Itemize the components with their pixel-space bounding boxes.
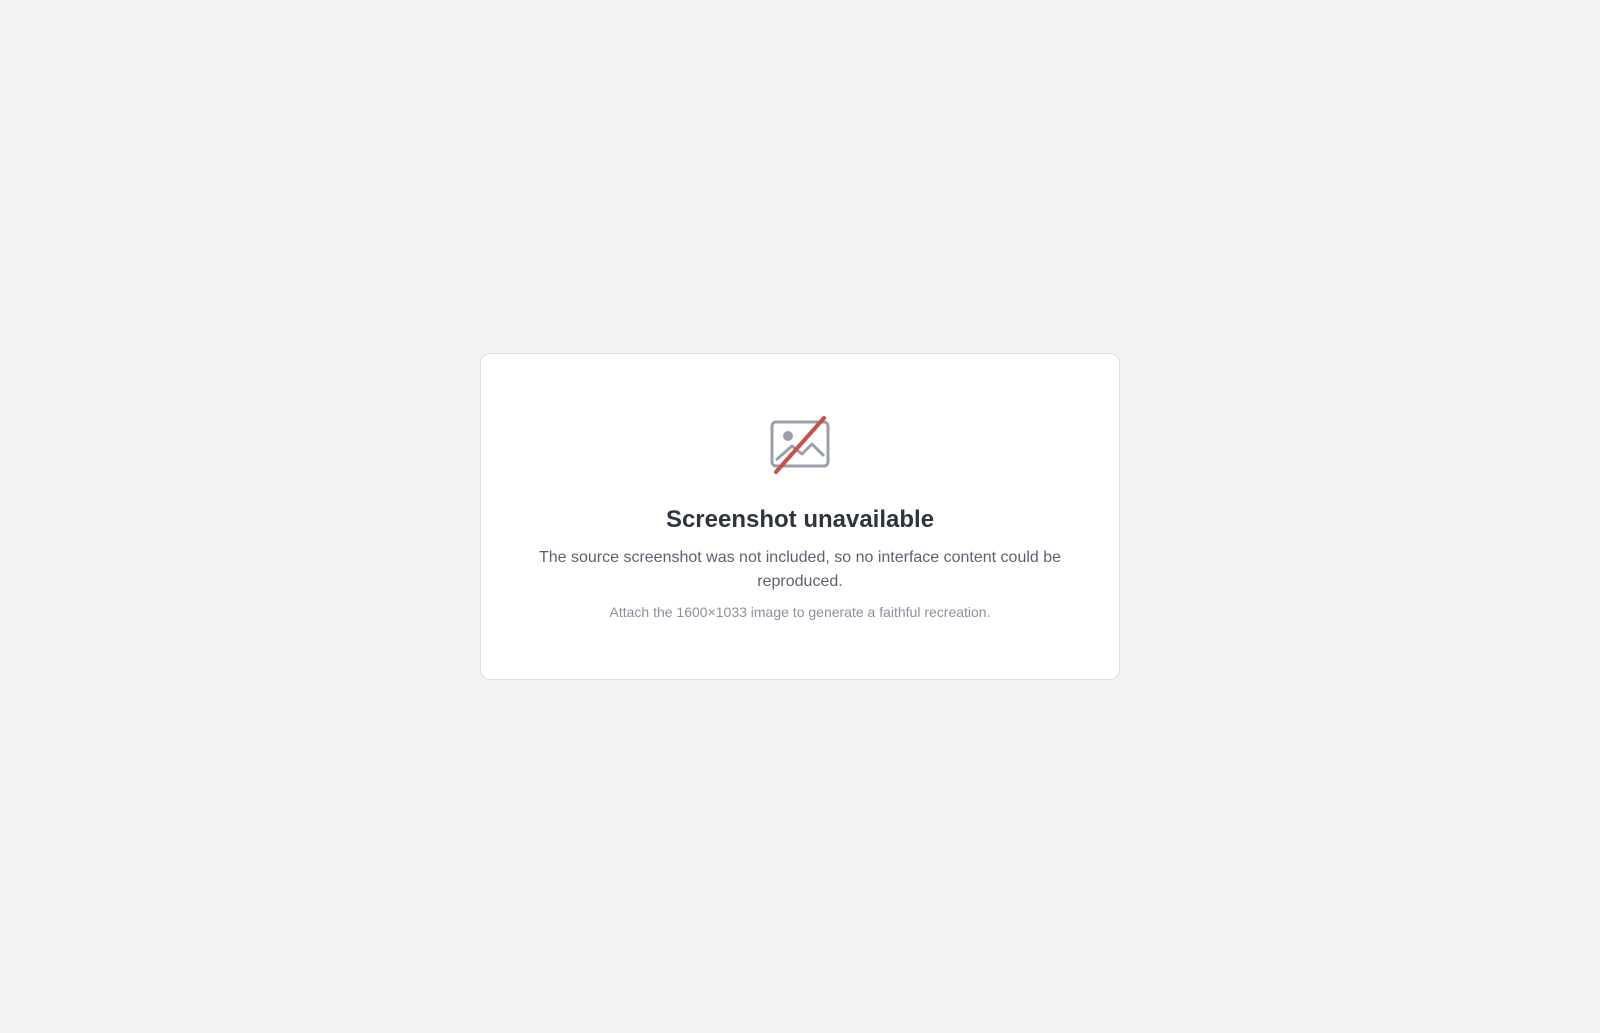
notice-hint: Attach the 1600×1033 image to generate a faithful recreation. xyxy=(609,604,991,620)
notice-message: The source screenshot was not included, so no interface content could be reproduced. xyxy=(538,549,1062,590)
broken-image-icon xyxy=(764,410,836,482)
missing-image-notice xyxy=(480,353,1120,680)
notice-title: Screenshot unavailable xyxy=(665,506,935,533)
